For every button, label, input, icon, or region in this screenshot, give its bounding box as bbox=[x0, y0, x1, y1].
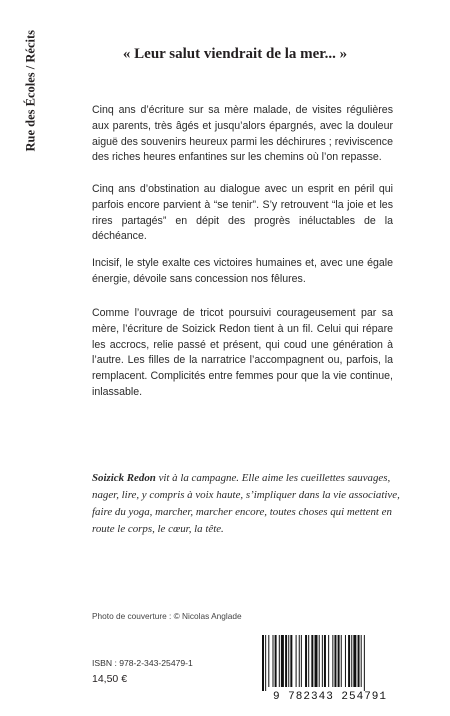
summary-paragraph-1 bbox=[92, 103, 393, 166]
author-bio bbox=[92, 470, 400, 538]
summary-paragraph-4 bbox=[92, 306, 393, 401]
paragraph-text: Incisif, le style exalte ces victoires humaines et, avec une égale énergie, dévoile sans concession nos fêlures. bbox=[92, 257, 393, 285]
summary-paragraph-2 bbox=[92, 182, 393, 245]
barcode-digits: 9 782343 254791 bbox=[272, 691, 388, 703]
photo-credit: Photo de couverture : © Nicolas Anglade bbox=[92, 611, 242, 621]
barcode bbox=[252, 633, 408, 709]
paragraph-text: Cinq ans d’obstination au dialogue avec un esprit en péril qui parfois encore parvient à “se tenir”. S’y retrouvent “la joie et les rires partagés” en dépit des progrès inéluctables de la déchéance. bbox=[92, 183, 393, 243]
author-name: Soizick Redon bbox=[92, 472, 156, 484]
summary-paragraph-3 bbox=[92, 256, 393, 288]
spine-collection bbox=[18, 30, 44, 230]
paragraph-text: Comme l’ouvrage de tricot poursuivi courageusement par sa mère, l’écriture de Soizick Redon tient à un fil. Celui qui répare les accrocs, relie passé et présent, qui coud une génération à l’autre. Les filles de la narratrice l’accompagnent ou, parfois, la remplacent. Complicités entre femmes pour que la vie continue, inlassable. bbox=[92, 307, 393, 398]
isbn-label: ISBN : 978-2-343-25479-1 bbox=[92, 658, 193, 668]
price-label: 14,50 € bbox=[92, 673, 128, 685]
author-bio-text: vit à la campagne. Elle aime les cueillettes sauvages, nager, lire, y compris à voix haute, s’impliquer dans la vie associative, faire du yoga, marcher, marcher encore, toutes choses qui mettent en route le corps, le cœur, la tête. bbox=[92, 472, 400, 535]
barcode-bars-icon bbox=[260, 635, 400, 691]
collection-label: Rue des Écoles / Récits bbox=[23, 30, 38, 152]
paragraph-text: Cinq ans d’écriture sur sa mère malade, de visites régulières aux parents, très âgés et jusqu’alors épargnés, avec la douleur aiguë des souvenirs heureux parmi les déchirures ; reviviscence des riches heures enfantines sur les chemins où l’on repasse. bbox=[92, 104, 393, 164]
back-cover-title: « Leur salut viendrait de la mer... » bbox=[122, 46, 348, 62]
